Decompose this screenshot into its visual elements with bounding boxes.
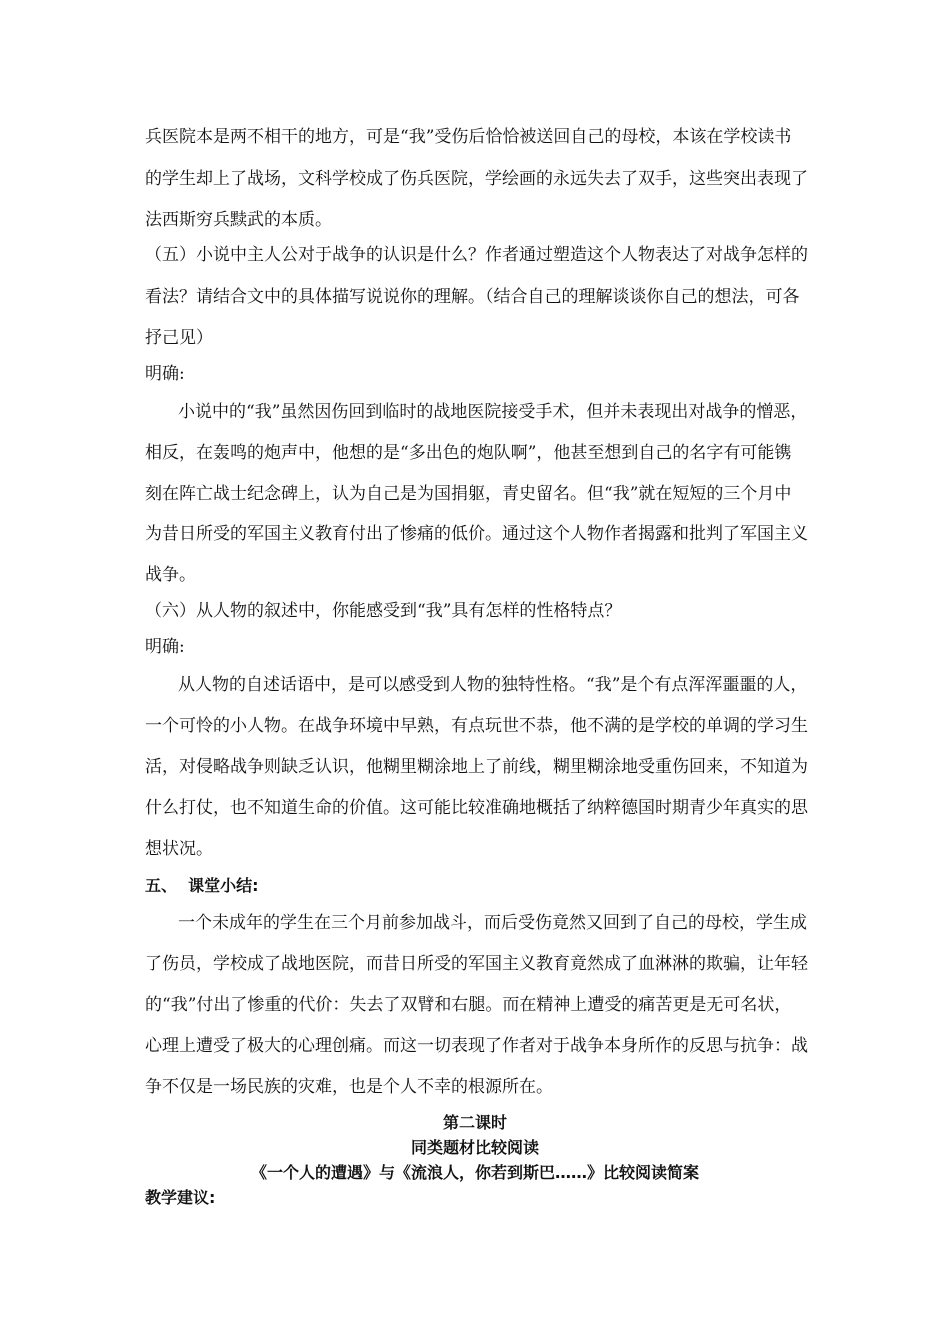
answer-5-line-2: 相反，在轰鸣的炮声中，他想的是“多出色的炮队啊”，他甚至想到自己的名字有可能镌 [145, 443, 792, 463]
clarify-label: 明确: [145, 364, 185, 384]
answer-5-line-3: 刻在阵亡战士纪念碑上，认为自己是为国捐躯，青史留名。但“我”就在短短的三个月中 [145, 484, 792, 504]
summary-line-3: 的“我”付出了惨重的代价：失去了双臂和右腿。而在精神上遭受的痛苦更是无可名状， [145, 995, 792, 1015]
summary-line-5: 争不仅是一场民族的灾难，也是个人不幸的根源所在。 [145, 1077, 553, 1097]
lesson-subtitle: 同类题材比较阅读 [410, 1138, 539, 1157]
clarify-label-2: 明确: [145, 637, 185, 657]
answer-6-line-1: 从人物的自述话语中，是可以感受到人物的独特性格。“我”是个有点浑浑噩噩的人， [178, 675, 808, 695]
paragraph-a-line-2: 的学生却上了战场，文科学校成了伤兵医院，学绘画的永远失去了双手，这些突出表现了 [145, 169, 808, 189]
section-5-heading: 五、 课堂小结: [145, 876, 259, 895]
summary-line-2: 了伤员，学校成了战地医院，而昔日所受的军国主义教育竟然成了血淋淋的欺骗，让年轻 [145, 954, 808, 974]
teaching-suggestion-heading: 教学建议: [145, 1188, 216, 1207]
question-5-line-3: 抒己见） [145, 328, 213, 348]
answer-5-line-1: 小说中的“我”虽然因伤回到临时的战地医院接受手术，但并未表现出对战争的憎恶， [178, 402, 808, 422]
paragraph-a-line-1: 兵医院本是两不相干的地方，可是“我”受伤后恰恰被送回自己的母校，本该在学校读书 [145, 127, 792, 147]
paragraph-a-line-3: 法西斯穷兵黩武的本质。 [145, 210, 332, 230]
summary-line-4: 心理上遭受了极大的心理创痛。而这一切表现了作者对于战争本身所作的反思与抗争：战 [145, 1036, 808, 1056]
summary-line-1: 一个未成年的学生在三个月前参加战斗，而后受伤竟然又回到了自己的母校，学生成 [178, 913, 807, 933]
question-5-line-1: （五）小说中主人公对于战争的认识是什么？作者通过塑造这个人物表达了对战争怎样的 [145, 245, 808, 265]
answer-6-line-3: 活，对侵略战争则缺乏认识，他糊里糊涂地上了前线，糊里糊涂地受重伤回来，不知道为 [145, 757, 808, 777]
answer-5-line-5: 战争。 [145, 565, 196, 585]
question-5-line-2: 看法？请结合文中的具体描写说说你的理解。（结合自己的理解谈谈你自己的想法，可各 [145, 287, 800, 307]
answer-6-line-2: 一个可怜的小人物。在战争环境中早熟，有点玩世不恭，他不满的是学校的单调的学习生 [145, 716, 808, 736]
answer-6-line-5: 想状况。 [145, 839, 213, 859]
question-6: （六）从人物的叙述中，你能感受到“我”具有怎样的性格特点？ [145, 601, 622, 621]
lesson-plan-title: 《一个人的遭遇》与《流浪人，你若到斯巴……》比较阅读简案 [250, 1163, 699, 1182]
answer-6-line-4: 什么打仗，也不知道生命的价值。这可能比较准确地概括了纳粹德国时期青少年真实的思 [145, 798, 808, 818]
lesson-title: 第二课时 [442, 1113, 507, 1132]
answer-5-line-4: 为昔日所受的军国主义教育付出了惨痛的低价。通过这个人物作者揭露和批判了军国主义 [145, 524, 808, 544]
